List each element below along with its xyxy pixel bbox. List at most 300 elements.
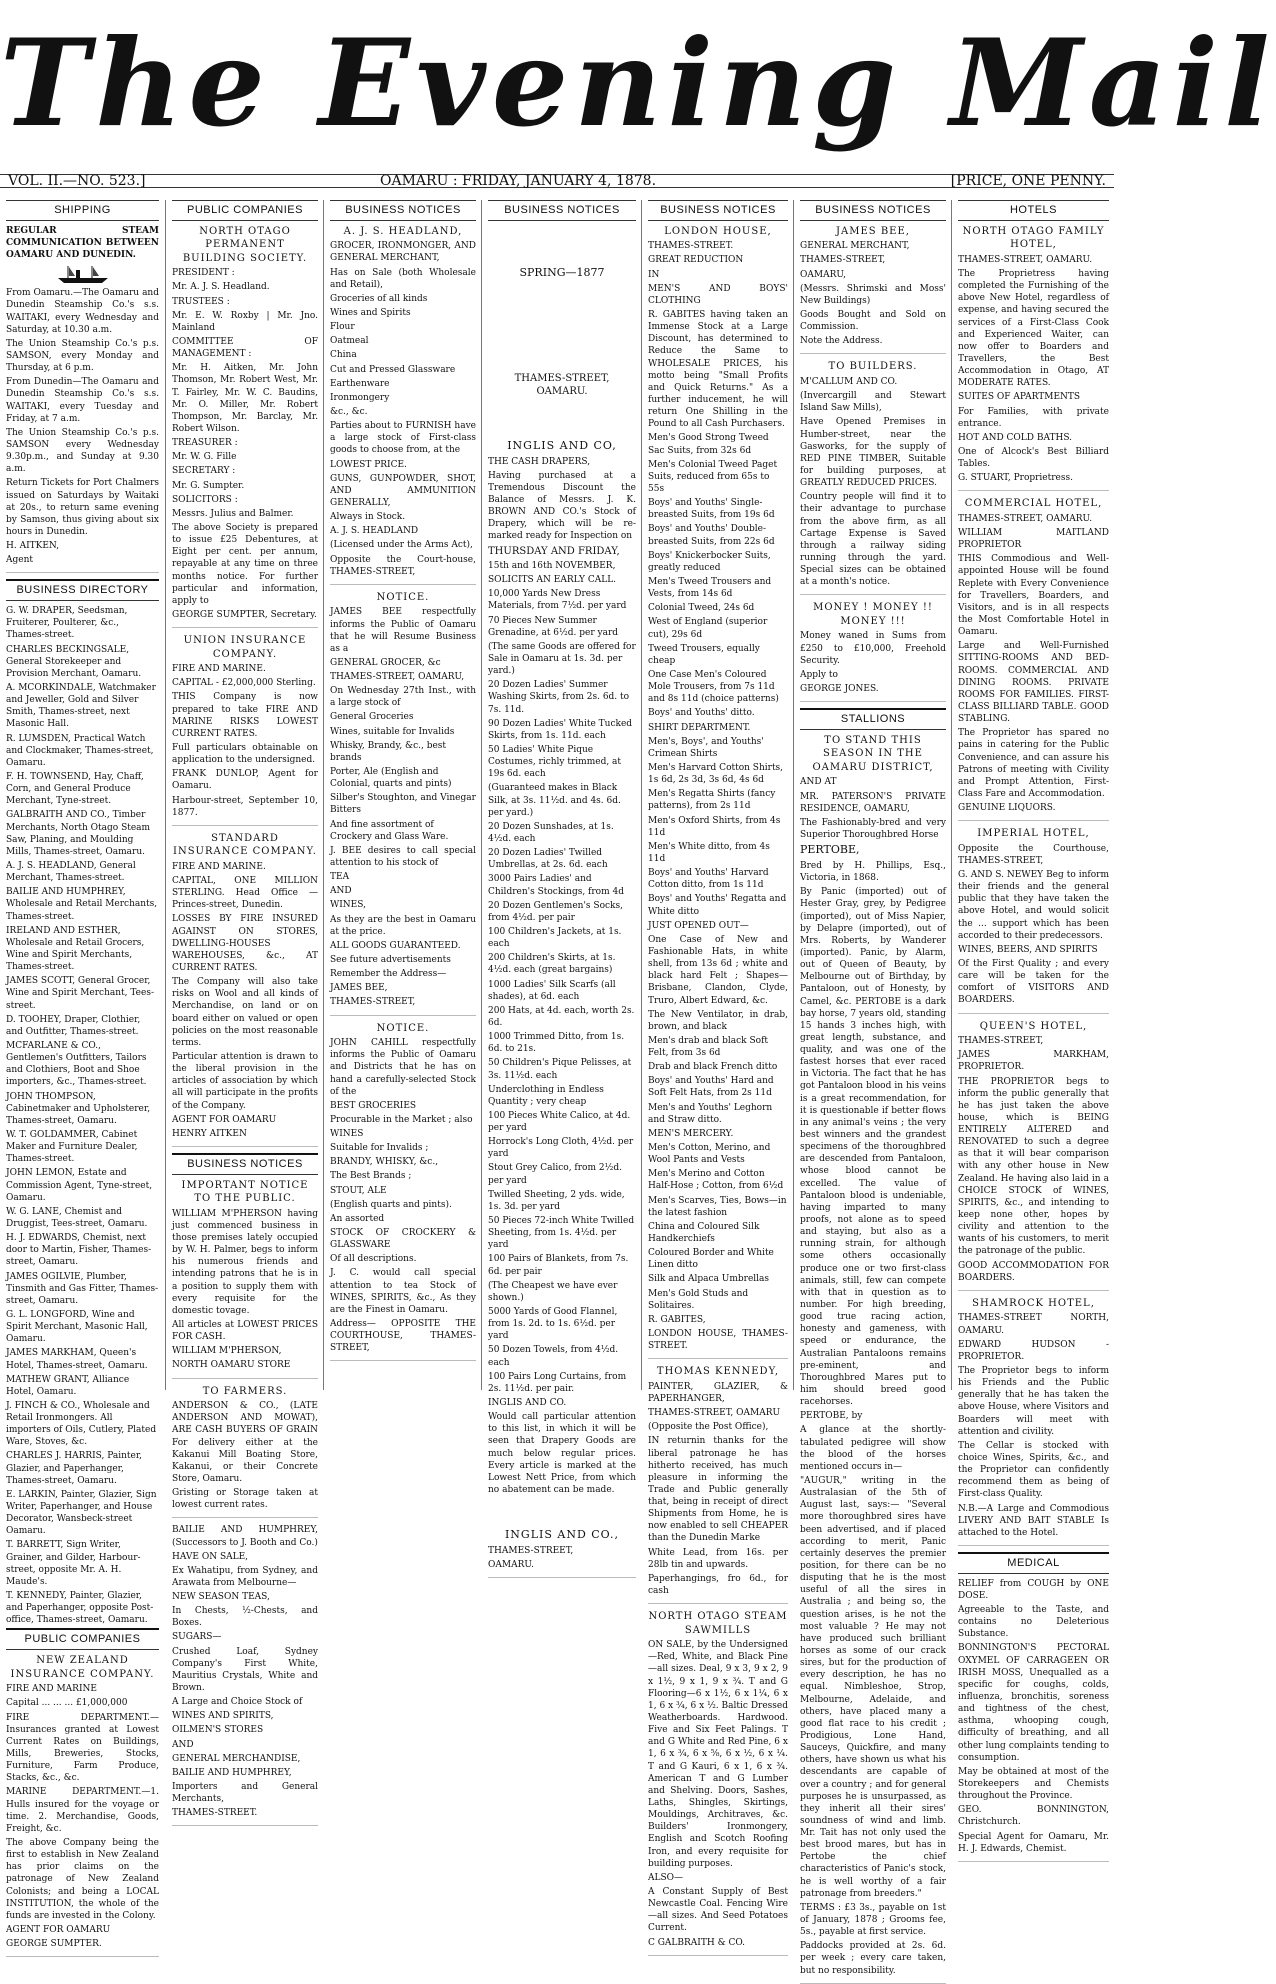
hat-item: Men's and Youths' Leghorn and Straw ditto. — [648, 1102, 773, 1125]
ad-text: GENERAL GROCER, &c — [330, 657, 441, 668]
ad-text: ALL GOODS GUARANTEED. — [330, 940, 461, 951]
ad-signature: INGLIS AND CO. — [488, 1398, 567, 1409]
ad-text: AND — [330, 886, 352, 897]
mercery-item: Silk and Alpaca Umbrellas — [648, 1274, 770, 1285]
ad-address: THAMES-STREET, OAMARU. — [958, 513, 1093, 524]
drapery-item: Horrock's Long Cloth, 4½d. per yard — [488, 1137, 634, 1160]
label: PRESIDENT : — [172, 268, 235, 279]
ad-title: STANDARD INSURANCE COMPANY. — [173, 832, 317, 858]
ad-text: MR. PATERSON'S PRIVATE RESIDENCE, OAMARU, — [800, 791, 946, 814]
volume-number: VOL. II.—NO. 523.] — [8, 173, 146, 189]
label: TREASURER : — [172, 438, 238, 449]
ad-title: IMPERIAL HOTEL, — [977, 828, 1090, 840]
ad-title: RELIEF from COUGH by ONE DOSE. — [958, 1578, 1109, 1601]
shipping-text: Return Tickets for Port Chalmers issued on Saturdays by Waitaki at 20s., to return same evening by Samson, thus giving about six hours in Dunedin. — [6, 478, 159, 537]
ad-address: THAMES-STREET. — [648, 241, 734, 252]
label: COMMITTEE OF MANAGEMENT : — [172, 337, 318, 360]
ad-text: Of the First Quality ; and every care will be taken for the comfort of VISITORS AND BOARDERS. — [958, 959, 1109, 1006]
shirt-item: Men's Harvard Cotton Shirts, 1s 6d, 2s 3d, 3s 6d, 4s 6d — [648, 762, 784, 786]
section-heading-public-companies: PUBLIC COMPANIES — [172, 200, 318, 221]
directory-entry: W. G. LANE, Chemist and Druggist, Tees-street, Oamaru. — [6, 1206, 148, 1229]
drapery-item: 1000 Ladies' Silk Scarfs (all shades), at 6d. each — [488, 979, 616, 1002]
ad-signature: R. GABITES, — [648, 1314, 706, 1325]
drapery-item: 100 Pairs of Blankets, from 7s. 6d. per pair — [488, 1254, 629, 1277]
ad-title: QUEEN'S HOTEL, — [979, 1020, 1088, 1032]
mercery-item: Men's Gold Studs and Solitaires. — [648, 1288, 749, 1311]
goods-item: And fine assortment of Crockery and Glass Ware. — [330, 819, 449, 842]
ad-signature: BAILIE AND HUMPHREY, — [172, 1767, 292, 1778]
medical-ad — [958, 1578, 1109, 1862]
mercery-list — [648, 1142, 788, 1312]
ad-text: R. GABITES having taken an Immense Stock at a Large Discount, has determined to Reduce the Same to WHOLESALE PRICES, his motto being "Small Profits and Quick Returns." As a further inducement, he will return One Shilling in the Pound to all Cash Purchasers. — [648, 310, 788, 430]
ad-title: UNION INSURANCE COMPANY. — [183, 635, 307, 660]
shirt-item: Boys' and Youths' Regatta and White ditto — [648, 894, 787, 917]
shirt-item: Men's, Boys', and Youths' Crimean Shirts — [648, 736, 764, 759]
bailie-humphrey-ad — [172, 1524, 318, 1826]
section-heading-medical: MEDICAL — [958, 1552, 1109, 1574]
ad-text: The Cellar is stocked with choice Wines, Spirits, &c., and the Proprietor can confidently recommend them as being of First-class Quality. — [958, 1440, 1109, 1500]
mercery-item: Men's Cotton, Merino, and Wool Pants and Vests — [648, 1143, 771, 1166]
clothing-list — [648, 432, 788, 719]
ad-text: Ex Wahatipu, from Sydney, and Arawata from Melbourne— — [172, 1565, 318, 1588]
pedigree-note: A glance at the shortly-tabulated pedigree will show the blood of the horses mentioned occurs in— — [800, 1425, 946, 1472]
ad-signature: Importers and General Merchants, — [172, 1782, 318, 1805]
goods-item: General Groceries — [330, 712, 414, 723]
goods-item: China — [330, 350, 357, 361]
ad-text: OILMEN'S STORES — [172, 1725, 264, 1736]
ad-text: N.B.—A Large and Commodious LIVERY AND BAIT STABLE Is attached to the Hotel. — [958, 1503, 1109, 1538]
ad-text: SUGARS— — [172, 1632, 222, 1643]
ad-store: NORTH OAMARU STORE — [172, 1360, 291, 1371]
ad-address: OAMARU. — [488, 1560, 534, 1571]
ad-text: GOOD ACCOMMODATION FOR BOARDERS. — [958, 1260, 1109, 1283]
ad-text: JAMES MARKHAM, PROPRIETOR. — [958, 1050, 1109, 1073]
drapery-item: 20 Dozen Ladies' Twilled Umbrellas, at 2s. 6d. each — [488, 848, 608, 871]
section-heading-public-companies: PUBLIC COMPANIES — [6, 1628, 159, 1650]
directory-entry: R. LUMSDEN, Practical Watch and Clockmaker, Thames-street, Oamaru. — [6, 733, 154, 768]
goods-item: Cut and Pressed Glassware — [330, 364, 456, 375]
ad-title: MONEY ! MONEY !! MONEY !!! — [813, 602, 933, 627]
nz-insurance-text: The above Company being the first to establish in New Zealand has prior claims on the patronage of New Zealand Colonists; and being a LOCAL INSTITUTION, the whole of the funds are invested in the Colony. — [6, 1837, 159, 1921]
ad-signature: GEO. BONNINGTON, Christchurch. — [958, 1805, 1109, 1828]
section-heading-hotels: HOTELS — [958, 200, 1109, 221]
drapery-list — [488, 588, 636, 1395]
horse-name: PERTOBE, — [800, 843, 860, 857]
ad-text: Parties about to FURNISH have a large stock of First-class goods to choose from, at the — [330, 421, 476, 456]
drapery-item: 100 Pairs Long Curtains, from 2s. 11½d. per pair. — [488, 1371, 627, 1394]
cahill-ad — [330, 1022, 476, 1362]
ad-text: WINES, — [330, 900, 366, 911]
nz-insurance-capital: Capital ... ... ... £1,000,000 — [6, 1698, 128, 1709]
ad-text: Procurable in the Market ; also — [330, 1114, 473, 1125]
drapery-item: 200 Hats, at 4d. each, worth 2s. 6d. — [488, 1005, 635, 1028]
ad-capital: CAPITAL - £2,000,000 Sterling. — [172, 678, 316, 689]
drapery-item: 100 Pieces White Calico, at 4d. per yard — [488, 1110, 631, 1134]
clothing-item: Men's Colonial Tweed Paget Suits, reduced from 65s to 55s — [648, 459, 778, 495]
building-society-ad — [172, 225, 318, 628]
clothing-item: Boys' and Youths' Single-breasted Suits, from 19s 6d — [648, 498, 775, 521]
ad-text: Large and Well-Furnished SITTING-ROOMS AND BED-ROOMS. COMMERCIAL AND DINING ROOMS. PRIVATE ROOMS FOR FAMILIES. FIRST-CLASS BILLIARD TABLE. GOOD STABLING. — [958, 641, 1109, 725]
drapery-item: 1000 Trimmed Ditto, from 1s. 6d. to 21s. — [488, 1032, 625, 1055]
ad-signature: G. STUART, Proprietress. — [958, 473, 1073, 484]
ad-address: THAMES-STREET, OAMARU. — [958, 254, 1093, 265]
ad-text: GENERAL MERCHANDISE, — [172, 1753, 301, 1764]
ad-text: Paperhangings, fro 6d., for cash — [648, 1573, 788, 1597]
ad-title: SHAMROCK HOTEL, — [972, 1297, 1095, 1309]
ad-title: NORTH OTAGO STEAM SAWMILLS — [648, 1611, 788, 1636]
goods-item: Flour — [330, 322, 355, 333]
directory-entry: J. FINCH & CO., Wholesale and Retail Ironmongers. All importers of Oils, Cutlery, Plated Ware, Stoves, &c. — [6, 1400, 157, 1448]
season-heading: SPRING—1877 — [519, 265, 605, 279]
drapery-item: 20 Dozen Sunshades, at 1s. 4½d. each — [488, 821, 614, 844]
ad-text: A Constant Supply of Best Newcastle Coal. Fencing Wire—all sizes. And Seed Potatoes Current. — [648, 1887, 788, 1934]
shipping-signature-role: Agent — [6, 555, 33, 566]
ad-text: J. C. would call special attention to tea Stock of WINES, SPIRITS, &c., As they are the Finest in Oamaru. — [330, 1268, 476, 1315]
column-1 — [0, 200, 165, 1950]
ad-sub: FIRE AND MARINE. — [172, 664, 266, 675]
shirt-item: Men's Regatta Shirts (fancy patterns), from 2s 11d — [648, 789, 776, 812]
hats-list — [648, 1035, 788, 1126]
ad-address: THAMES-STREET, OAMARU — [648, 1408, 781, 1419]
ad-text: (Messrs. Shrimski and Moss' New Buildings) — [800, 283, 946, 306]
section-heading-business-notices: BUSINESS NOTICES — [330, 200, 476, 221]
ad-text: By Panic (imported) out of Hester Gray, grey, by Pedigree (imported), out of Miss Napier, by Delapre (imported), out of Mrs. Roberts, by Wanderer (imported). Panic, by Alarm, out of Queen of Beauty, by Melbourne out of Birthday, by Pantaloon, out of Honesty, by Camel, &c. PERTOBE is a dark bay horse, 7 years old, standing 15 hands 3 inches high, with great length, substance, and quality, and was one of the fastest horses that ever raced in Victoria. The fact that he has got Pantaloon blood in his veins is a great recommendation, for it is questionable if better flows in any animal's veins ; the very best winners and the grandest specimens of the thoroughbred are descended from Pantaloon, whose blood cannot be excelled. The value of Pantaloon blood is undeniable, having imparted to many proofs, not alone as to speed and staying, but also as a running strain, for although some others occasionally produce one or two first-class animals, still, few can compete with that in question as to number. For high breeding, good true racing action, honesty and gameness, with speed or endurance, the Australian Pantaloons remains pre-eminent, and Thoroughbred Mares put to him should breed good racehorses. — [800, 887, 946, 1408]
ad-text: (English quarts and pints). — [330, 1199, 452, 1210]
pertobe-ad — [800, 734, 946, 1984]
ad-text: Money waned in Sums from £250 to £10,000, Freehold Security. — [800, 631, 946, 666]
ad-text: An assorted — [330, 1213, 385, 1224]
ad-text: AND — [172, 1739, 194, 1750]
ad-text: Have Opened Premises in Humber-street, near the Gasworks, for the supply of RED PINE TIMBER, Suitable for building purposes, at GREATLY REDUCED PRICES. — [800, 417, 946, 489]
goods-item: Oatmeal — [330, 336, 369, 347]
directory-entry: D. TOOHEY, Draper, Clothier, and Outfitter, Thames-street. — [6, 1014, 141, 1037]
ad-text: The Proprietress having completed the Furnishing of the above New Hotel, regardless of expense, and having secured the services of a First-Class Cook and Experienced Waiter, can now offer to Boarders and Travellers, the Best Accommodation in Otago, AT MODERATE RATES. — [958, 268, 1109, 389]
ad-text: BONNINGTON'S PECTORAL OXYMEL OF CARRAGEEN OR IRISH MOSS, Unequalled as a specific for coughs, colds, influenza, bronchitis, soreness and tightness of the chest, asthma, whooping cough, difficulty of breathing, and all other lung complaints tending to consumption. — [958, 1643, 1109, 1763]
union-insurance-ad — [172, 634, 318, 826]
directory-entry: F. H. TOWNSEND, Hay, Chaff, Corn, and General Produce Merchant, Tyne-street. — [6, 772, 144, 807]
ad-text: IN returnin thanks for the liberal patronage he has hitherto received, has much pleasure in informing the Trade and Public generally that, being in receipt of direct Shipments from Home, he is now enabled to sell CHEAPER than the Dunedin Marke — [648, 1436, 788, 1544]
goods-item: Silber's Stoughton, and Vinegar Bitters — [330, 793, 476, 816]
ad-capital: CAPITAL, ONE MILLION STERLING. Head Office — Princes-street, Dunedin. — [172, 875, 318, 911]
dateline — [0, 174, 1114, 188]
ad-text: The Company will also take risks on Wool and all kinds of Merchandise, on land or on board either on valued or open policies on the most reasonable terms. — [172, 977, 318, 1048]
ad-subheading: SHIRT DEPARTMENT. — [648, 722, 751, 733]
ad-text: The above Society is prepared to issue £25 Debentures, at Eight per cent. per annum, repayable at any time on three months notice. For further particular and information, apply to — [172, 523, 318, 606]
ad-text: Paddocks provided at 2s. 6d. per week ; every care taken, but no responsibility. — [800, 1941, 946, 1976]
nz-insurance-ad — [6, 1654, 159, 1957]
ad-text: THIS Company is now prepared to take FIRE AND MARINE RISKS LOWEST CURRENT RATES. — [172, 692, 318, 739]
drapery-item: 3000 Pairs Ladies' and Children's Stockings, from 4d — [488, 874, 624, 897]
column-3 — [323, 200, 482, 1390]
ad-title: NORTH OTAGO PERMANENT BUILDING SOCIETY. — [182, 225, 308, 264]
directory-entry: A. J. S. HEADLAND, General Merchant, Thames-street. — [6, 861, 136, 884]
section-heading-business-notices: BUSINESS NOTICES — [488, 200, 636, 221]
ad-title: NOTICE. — [376, 591, 430, 603]
price: [PRICE, ONE PENNY. — [950, 173, 1106, 189]
nz-insurance-text: MARINE DEPARTMENT.—1. Hulls insured for the voyage or time. 2. Merchandise, Goods, Freight, &c. — [6, 1787, 159, 1834]
drapery-item: (Guaranteed makes in Black Silk, at 3s. 11½d. and 4s. 6d. per yard.) — [488, 783, 621, 818]
kennedy-ad — [648, 1365, 788, 1604]
ad-text: The Proprietor begs to inform his Friends and the Public generally that he has taken the above House, where Visitors and Boarders will meet with attention and civility. — [958, 1365, 1109, 1437]
ad-text: All articles at LOWEST PRICES FOR CASH. — [172, 1320, 318, 1343]
drapery-item: 50 Pieces 72-inch White Twilled Sheeting, from 1s. 4½d. per yard — [488, 1216, 635, 1251]
directory-entry: IRELAND AND ESTHER, Wholesale and Retail Grocers, Wine and Spirit Merchants, Thames-street. — [6, 925, 145, 973]
directory-entry: GALBRAITH AND CO., Timber Merchants, North Otago Steam Saw, Planing, and Moulding Mills, Thames-street, Oamaru. — [6, 810, 151, 857]
ad-text: Always in Stock. — [330, 512, 406, 523]
ad-text: Remember the Address— — [330, 969, 447, 980]
directory-entry: E. LARKIN, Painter, Glazier, Sign Writer, Paperhanger, and House Decorator, Wansbeck-street Oamaru. — [6, 1489, 157, 1537]
ad-text: SOLICITS AN EARLY CALL. — [488, 575, 617, 586]
ad-address: LONDON HOUSE, THAMES-STREET. — [648, 1329, 788, 1352]
ad-signature: WILLIAM M'PHERSON, — [172, 1346, 282, 1357]
ad-title: INGLIS AND CO., — [504, 1528, 620, 1542]
ad-text: See future advertisements — [330, 955, 451, 966]
ad-title: LONDON HOUSE, — [664, 225, 772, 237]
ad-text: BRANDY, WHISKY, &c., — [330, 1157, 439, 1168]
ad-text: ALSO— — [648, 1872, 684, 1883]
ad-text: One of Alcock's Best Billiard Tables. — [958, 446, 1109, 470]
ad-sub: M'CALLUM AND CO. — [800, 376, 898, 387]
directory-entry: JAMES SCOTT, General Grocer, Wine and Spirit Merchant, Tees-street. — [6, 976, 154, 1011]
ad-text: NEW SEASON TEAS, — [172, 1592, 270, 1603]
newspaper-title: The Evening Mail — [0, 13, 1276, 154]
ad-address: THAMES-STREET, — [800, 255, 886, 266]
ad-subheading: JUST OPENED OUT— — [648, 920, 749, 931]
issue-date: OAMARU : FRIDAY, JANUARY 4, 1878. — [380, 173, 657, 189]
ad-text: Note the Address. — [800, 336, 883, 347]
ad-text: The New Ventilator, in drab, brown, and black — [648, 1009, 788, 1032]
ad-text: G. AND S. NEWEY Beg to inform their friends and the general public that they have taken the above Hotel, and would solicit the ... support which has been accorded to their predecessors. — [958, 870, 1109, 941]
officer: Mr. E. W. Roxby | Mr. Jno. Mainland — [172, 310, 318, 333]
ad-text: The Best Brands ; — [330, 1171, 412, 1182]
columns — [0, 200, 1114, 1976]
masthead — [0, 0, 1276, 168]
ad-text: "AUGUR," writing in the Australasian of the 5th of August last, says:— "Several more thoroughbred sires have been advertised, and if placed according to merit, Panic certainly deserves the premier position, for there can be no disputing that he is the most useful of all the sires in Australia ; and being so, the question arises, is he not the most valuable ? He may not have produced such brilliant horses as some of our crack sires, but for the production of every description, he has no equal. Nimbleshoe, Strop, Melbourne, Adelaide, and others, have placed many a good flat race to his credit ; Prodigious, Lone Hand, Sauceys, Quickfire, and many others, have shown us what his descendants are capable of over a country ; and for general purposes he is unsurpassed, as they inherit all their sires' soundness of wind and limb. Mr. Tait has not only used the best brood mares, but has in Pertobe the chief characteristics of Panic's stock, he is well worthy of a fair patronage from breeders." — [800, 1475, 946, 1899]
ad-title: A. J. S. HEADLAND, — [343, 225, 463, 237]
directory-entry: JOHN LEMON, Estate and Commission Agent, Tyne-street, Oamaru. — [6, 1168, 153, 1203]
directory-entry: G. W. DRAPER, Seedsman, Fruiterer, Poulterer, &c., Thames-street. — [6, 606, 128, 641]
directory-entry: JOHN THOMPSON, Cabinetmaker and Upholsterer, Thames-street, Oamaru. — [6, 1091, 151, 1126]
ad-agent: AGENT FOR OAMARU — [172, 1114, 277, 1125]
ad-text: SUITES OF APARTMENTS — [958, 392, 1081, 403]
officer: Mr. H. Aitken, Mr. John Thomson, Mr. Robert West, Mr. T. Fairley, Mr. W. C. Baudins, Mr. O. Miller, Mr. Robert Thompson, Mr. Barclay, Mr. Robert Wilson. — [172, 363, 318, 435]
drapery-item: 70 Pieces New Summer Grenadine, at 6½d. per yard — [488, 615, 619, 638]
shipping-notice — [6, 225, 159, 574]
hat-item: Drab and black French ditto — [648, 1062, 778, 1073]
ad-text: GREAT REDUCTION — [648, 255, 744, 266]
mercery-item: China and Coloured Silk Handkerchiefs — [648, 1221, 760, 1245]
ad-title: TO STAND THIS SEASON IN THE OAMARU DISTRICT, — [812, 734, 934, 773]
drapery-item: 5000 Yards of Good Flannel, from 1s. 2d. to 1s. 6½d. per yard — [488, 1307, 618, 1342]
ad-text: IN — [648, 269, 660, 280]
clothing-item: Boys' and Youths' ditto. — [648, 708, 755, 719]
ad-text: Full particulars obtainable on application to the undersigned. — [172, 742, 318, 766]
drapery-item: 100 Children's Jackets, at 1s. each — [488, 926, 622, 950]
ad-text: May be obtained at most of the Storekeepers and Chemists throughout the Province. — [958, 1766, 1109, 1802]
ad-title: JAMES BEE, — [836, 225, 910, 237]
ad-signature: GEORGE JONES. — [800, 683, 879, 694]
clothing-item: West of England (superior cut), 29s 6d — [648, 617, 768, 640]
ad-text: For Families, with private entrance. — [958, 406, 1109, 429]
money-ad — [800, 601, 946, 702]
ad-text: THURSDAY AND FRIDAY, — [488, 545, 620, 557]
drapery-item: 20 Dozen Gentlemen's Socks, from 4½d. per pair — [488, 900, 623, 923]
shipping-text: From Oamaru.—The Oamaru and Dunedin Steamship Co.'s s.s. WAITAKI, every Wednesday and Saturday, at 10.30 a.m. — [6, 288, 159, 335]
drapery-item: 50 Ladies' White Pique Costumes, richly trimmed, at 19s 6d. each — [488, 744, 622, 780]
ad-address: (Opposite the Post Office), — [648, 1422, 769, 1433]
ad-text: LOSSES BY FIRE INSURED AGAINST ON STORES, DWELLING-HOUSES WAREHOUSES, &c., AT CURRENT RATES. — [172, 914, 318, 973]
bee-merchant-ad — [800, 225, 946, 355]
clothing-item: Colonial Tweed, 24s 6d — [648, 603, 755, 614]
section-heading-shipping: SHIPPING — [6, 200, 159, 221]
goods-item: &c., &c. — [330, 407, 368, 418]
directory-entry: CHARLES BECKINGSALE, General Storekeeper and Provision Merchant, Oamaru. — [6, 644, 142, 679]
drapery-item: 90 Dozen Ladies' White Tucked Skirts, from 1s. 11d. each — [488, 718, 633, 741]
steamship-icon — [56, 264, 110, 284]
ad-text: AND AT — [800, 777, 837, 788]
bee-grocer-ad — [330, 591, 476, 1016]
nz-insurance-text: FIRE DEPARTMENT.—Insurances granted at Lowest Current Rates on Buildings, Mills, Breweries, Stocks, Furniture, Farm Produce, Stacks, &c., &c. — [6, 1712, 159, 1784]
ad-text: STOCK OF CROCKERY & GLASSWARE — [330, 1228, 476, 1251]
section-heading-business-notices: BUSINESS NOTICES — [648, 200, 788, 221]
ad-text: MEN'S AND BOYS' CLOTHING — [648, 283, 788, 306]
ad-text: Has on Sale (both Wholesale and Retail), — [330, 267, 476, 290]
goods-item: Whisky, Brandy, &c., best brands — [330, 740, 447, 763]
ad-text: (Invercargill and Stewart Island Saw Mills), — [800, 391, 946, 414]
ad-text: Goods Bought and Sold on Commission. — [800, 310, 946, 333]
ad-sub: FIRE AND MARINE. — [172, 861, 266, 872]
ad-text: WILLIAM M'PHERSON having just commenced business in those premises lately occupied by W. H. Palmer, begs to inform his numerous friends and intending patrons that he is in a position to supply them with every requisite for the domestic tovage. — [172, 1208, 318, 1316]
drapery-item: (The same Goods are offered for Sale in Oamaru at 1s. 3d. per yard.) — [488, 641, 636, 677]
ad-text: A Large and Choice Stock of — [172, 1697, 303, 1708]
ad-text: Would call particular attention to this list, in which it will be seen that Drapery Goods are much below regular prices. Every article is marked at the Lowest Nett Price, from which no abatement can be made. — [488, 1412, 636, 1495]
ad-title: NOTICE. — [376, 1022, 430, 1034]
section-heading-stallions: STALLIONS — [800, 708, 946, 730]
ad-address: Address— OPPOSITE THE COURTHOUSE, THAMES-STREET, — [330, 1319, 476, 1354]
north-otago-hotel-ad — [958, 225, 1109, 492]
ad-text: On Wednesday 27th Inst., with a large stock of — [330, 686, 476, 709]
ad-text: ON SALE, by the Undersigned—Red, White, and Black Pine—all sizes. Deal, 9 x 3, 9 x 2, 9 x 1½, 9 x 1, 9 x ¾. T and G Flooring—6 x 1½, 6 x 1¼, 6 x 1, 6 x ¾, 6 x ½. Baltic Dressed Weatherboards. Hardwood. Five and Six Feet Palings. T and G White and Red Pine, 6 x 1, 6 x ¾, 6 x ⅝, 6 x ½, 6 x ¼. T and G Kauri, 6 x 1, 6 x ¾. American T and G Lumber and Shelving. Doors, Sashes, Laths, Shingles, Skirtings, Mouldings, Architraves, &c. Builders' Ironmongery, English and Scotch Roofing Iron, and every requisite for building purposes. — [648, 1640, 788, 1869]
drapery-item: 200 Children's Skirts, at 1s. 4½d. each (great bargains) — [488, 953, 616, 976]
ad-text: Gristing or Storage taken at lowest current rates. — [172, 1488, 318, 1511]
ad-text: EDWARD HUDSON - PROPRIETOR. — [958, 1339, 1109, 1362]
drapery-item: 50 Children's Pique Pelisses, at 3s. 11½d. each — [488, 1058, 632, 1081]
ad-text: As they are the best in Oamaru at the price. — [330, 914, 476, 937]
goods-item: Wines, suitable for Invalids — [330, 726, 455, 737]
shipping-text: The Union Steamship Co.'s p.s. SAMSON every Wednesday 9.30p.m., and Sunday at 9.30 a.m. — [6, 427, 159, 475]
ad-text: LOWEST PRICE. — [330, 459, 407, 470]
ad-text: THIS Commodious and Well-appointed House will be found Replete with Every Convenience for Travellers, Boarders, and Visitors, and is in all respects the Most Comfortable Hotel in Oamaru. — [958, 554, 1109, 638]
commercial-hotel-ad — [958, 497, 1109, 821]
ad-text: WILLIAM MAITLAND PROPRIETOR — [958, 528, 1109, 551]
column-4 — [481, 200, 642, 1571]
directory-entry: JAMES MARKHAM, Queen's Hotel, Thames-street, Oamaru. — [6, 1348, 148, 1371]
hat-item: Men's drab and black Soft Felt, from 3s 6d — [648, 1035, 769, 1059]
ad-title: INGLIS AND CO, — [507, 438, 617, 452]
ad-address: Opposite the Court-house, THAMES-STREET, — [330, 554, 476, 577]
ad-text: Of all descriptions. — [330, 1254, 417, 1265]
ad-text: Having purchased at a Tremendous Discount the Balance of Messrs. J. K. BROWN AND CO.'s Stock of Drapery, which will be re-marked ready for Inspection on — [488, 470, 636, 542]
label: SECRETARY : — [172, 466, 236, 477]
ad-signature: FRANK DUNLOP, Agent for Oamaru. — [172, 769, 318, 792]
ad-sub: THE CASH DRAPERS, — [488, 456, 591, 467]
shipping-signature: H. AITKEN, — [6, 541, 60, 552]
mcallum-ad — [800, 360, 946, 595]
drapery-item: (The Cheapest we have ever shown.) — [488, 1280, 618, 1303]
ad-text: JOHN CAHILL respectfully informs the Public of Oamaru and Districts that he has on hand a carefully-selected Stock of the — [330, 1038, 476, 1097]
directory-entry: W. T. GOLDAMMER, Cabinet Maker and Furniture Dealer, Thames-street. — [6, 1129, 138, 1165]
ad-text: BEST GROCERIES — [330, 1100, 417, 1111]
goods-list — [330, 711, 476, 842]
ad-text: Apply to — [800, 669, 838, 680]
anderson-ad — [172, 1385, 318, 1519]
officer: Mr. A. J. S. Headland. — [172, 282, 270, 293]
drapery-item: Underclothing in Endless Quantity ; very cheap — [488, 1084, 604, 1107]
directory-entry: A. MCORKINDALE, Watchmaker and Jeweller, Gold and Silver Smith, Thames-street, next Masonic Hall. — [6, 683, 156, 730]
clothing-item: Men's Tweed Trousers and Vests, from 14s 6d — [648, 577, 772, 600]
ad-text: Crushed Loaf, Sydney Company's First White, Mauritius Crystals, White and Brown. — [172, 1646, 318, 1694]
ad-address: Opposite the Courthouse, THAMES-STREET, — [958, 843, 1109, 866]
directory-entry: MCFARLANE & CO., Gentlemen's Outfitters, Tailors and Clothiers, Boot and Shoe importers, &c., Thames-street. — [6, 1040, 147, 1088]
drapery-item: 20 Dozen Ladies' Summer Washing Skirts, from 2s. 6d. to 7s. 11d. — [488, 680, 630, 715]
shirt-item: Men's White ditto, from 4s 11d — [648, 841, 770, 864]
ad-agent-name: HENRY AITKEN — [172, 1128, 247, 1139]
ad-title: TO FARMERS. — [202, 1385, 288, 1397]
ad-title: THOMAS KENNEDY, — [656, 1366, 780, 1378]
goods-list — [330, 293, 476, 418]
directory-entry: H. J. EDWARDS, Chemist, next door to Martin, Fisher, Thames-street, Oamaru. — [6, 1233, 152, 1268]
ad-text: THE PROPRIETOR begs to inform the public generally that he has just taken the above house, which is BEING ENTIRELY ALTERED and RENOVATED to such a degree as that it will bear comparison with any other house in New Zealand. He having also laid in a CHOICE STOCK of WINES, SPIRITS, &c., and intending to keep none other, hopes by civility and attention to the wants of his customers, to merit the patronage of the public. — [958, 1076, 1109, 1257]
mpherson-ad — [172, 1179, 318, 1379]
drapery-item: Stout Grey Calico, from 2½d. per yard — [488, 1163, 622, 1186]
ad-title: COMMERCIAL HOTEL, — [964, 498, 1103, 510]
ad-signature: A. J. S. HEADLAND — [330, 526, 419, 537]
directory-entry: T. BARRETT, Sign Writer, Grainer, and Gilder, Harbour-street, opposite Mr. A. H. Maude's. — [6, 1540, 141, 1587]
column-2 — [165, 200, 324, 1819]
shamrock-hotel-ad — [958, 1297, 1109, 1546]
mercery-item: Coloured Border and White Linen ditto — [648, 1248, 774, 1271]
section-heading-directory: BUSINESS DIRECTORY — [6, 579, 159, 601]
ad-sub: PAINTER, GLAZIER, & PAPERHANGER, — [648, 1381, 788, 1404]
ad-address: THAMES-STREET. — [172, 1808, 258, 1819]
shipping-title: REGULAR STEAM COMMUNICATION BETWEEN OAMARU AND DUNEDIN. — [6, 225, 159, 261]
shirt-list — [648, 736, 788, 918]
ad-text: WINES, BEERS, AND SPIRITS — [958, 944, 1098, 955]
ad-address: THAMES-STREET, — [958, 1036, 1044, 1047]
goods-item: Ironmongery — [330, 392, 390, 403]
ad-text: Suitable for Invalids ; — [330, 1143, 429, 1154]
shirt-item: Boys' and Youths' Harvard Cotton ditto, from 1s 11d — [648, 868, 769, 891]
directory-entry: BAILIE AND HUMPHREY, Wholesale and Retail Merchants, Thames-street. — [6, 887, 158, 922]
drapery-item: 10,000 Yards New Dress Materials, from 7½d. per yard — [488, 589, 627, 612]
section-heading-business-notices: BUSINESS NOTICES — [172, 1153, 318, 1175]
ad-text: Special Agent for Oamaru, Mr. H. J. Edwards, Chemist. — [958, 1831, 1109, 1854]
clothing-item: Boys' Knickerbocker Suits, greatly reduced — [648, 550, 771, 573]
ad-text: GUNS, GUNPOWDER, SHOT, AND AMMUNITION GENERALLY, — [330, 473, 476, 509]
clothing-item: Tweed Trousers, equally cheap — [648, 643, 760, 666]
address: THAMES-STREET, OAMARU. — [514, 372, 610, 398]
ad-text: 15th and 16th NOVEMBER, — [488, 561, 616, 572]
ad-text: WINES — [330, 1129, 364, 1140]
label: TRUSTEES : — [172, 296, 230, 307]
ad-text: The Fashionably-bred and very Superior Thoroughbred Horse — [800, 817, 946, 840]
ad-address: THAMES-STREET, — [330, 997, 416, 1008]
ad-text: The Proprietor has spared no pains in catering for the Public Convenience, and can assure his Patrons of meeting with Civility and Prompt Attention, First-Class Fare and Accommodation. — [958, 728, 1109, 799]
ad-text: TEA — [330, 872, 350, 883]
headland-ad — [330, 225, 476, 585]
ad-text: BAILIE AND HUMPHREY, (Successors to J. Booth and Co.) — [172, 1525, 318, 1548]
ad-title: NORTH OTAGO FAMILY HOTEL, — [962, 225, 1105, 251]
